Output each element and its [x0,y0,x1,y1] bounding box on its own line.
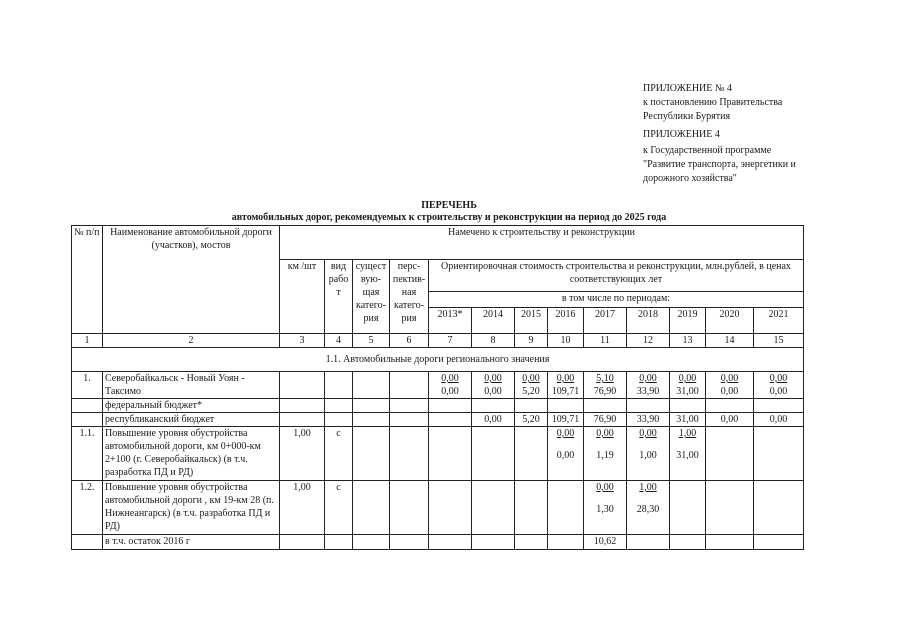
title-sub: автомобильных дорог, рекомендуемых к строительству и реконструкции на период до 2025 года [231,212,667,223]
cost-value: 0,00 [720,373,739,384]
km-value: 1,00 [280,481,325,535]
remainder-value: 10,62 [584,535,627,550]
section-row [72,348,804,372]
cost-value: 0,00 [441,386,459,397]
header-work-type: вид рабо т [325,260,353,334]
cost-cell [429,372,472,399]
header-existing-category: сущест вую- щая катего- рия [353,260,390,334]
cost-value: 1,00 [678,428,697,439]
budget-name: республиканский бюджет [103,413,280,427]
empty-cell [390,372,429,399]
empty-cell [627,399,670,413]
empty-cell [754,481,804,535]
column-number: 9 [515,334,548,348]
cost-value: 0,00 [484,386,502,397]
roads-table [71,225,804,550]
cost-value: 76,90 [584,413,627,427]
empty-cell [754,399,804,413]
empty-cell [670,399,706,413]
cost-value: 0,00 [769,373,788,384]
cost-value: 1,19 [596,450,614,461]
year-header: 2013* [429,308,472,334]
cost-value: 0,00 [472,413,515,427]
column-number: 8 [472,334,515,348]
empty-cell [548,481,584,535]
cost-value: 1,00 [639,482,657,493]
cost-value: 0,00 [678,373,697,384]
year-header: 2014 [472,308,515,334]
cost-value [429,413,472,427]
empty-cell [429,399,472,413]
road-name: Повышение уровня обустройства автомобильной дороги , км 19-км 28 (п. Нижнеангарск) (в т.ч. разработка ПД и РД) [103,481,280,535]
column-number: 2 [103,334,280,348]
column-number: 13 [670,334,706,348]
appendix-1-title: ПРИЛОЖЕНИЕ № 4 [643,83,732,94]
budget-name: федеральный бюджет* [103,399,280,413]
table-row [72,535,804,550]
appendix-2-line: дорожного хозяйства" [643,173,737,184]
empty-cell [548,535,584,550]
table-row [72,427,804,481]
cost-cell [627,481,670,535]
empty-cell [515,481,548,535]
cost-cell [548,372,584,399]
header-cost: Ориентировочная стоимость строительства и реконструкции, млн.рублей, в ценах соответствующих лет [429,260,804,292]
cost-value: 31,00 [676,386,699,397]
empty-cell [706,481,754,535]
empty-cell [280,535,325,550]
empty-cell [706,399,754,413]
empty-cell [472,535,515,550]
empty-cell [353,535,390,550]
appendix-header-2 [643,128,796,186]
column-number: 15 [754,334,804,348]
remainder-name: в т.ч. остаток 2016 г [103,535,280,550]
empty-cell [280,399,325,413]
cost-cell [627,372,670,399]
empty-cell [390,399,429,413]
cost-value: 0,00 [484,373,502,384]
cost-value: 1,30 [596,504,614,515]
empty-cell [325,399,353,413]
year-header: 2018 [627,308,670,334]
appendix-header-1 [643,82,782,124]
cost-value: 76,90 [593,386,617,397]
cost-value: 1,00 [639,450,657,461]
empty-cell [584,399,627,413]
empty-cell [390,535,429,550]
cost-value: 5,10 [596,373,614,384]
work-type: с [325,481,353,535]
cost-cell [670,427,706,481]
empty-cell [72,535,103,550]
row-number: 1.2. [72,481,103,535]
empty-cell [353,481,390,535]
header-periods: в том числе по периодам: [429,292,804,308]
appendix-1-line: к постановлению Правительства [643,97,783,108]
header-perspective-category: перс- пектив- ная катего- рия [390,260,429,334]
empty-cell [353,372,390,399]
title-main: ПЕРЕЧЕНЬ [421,200,477,211]
empty-cell [472,399,515,413]
cost-value: 0,00 [639,428,657,439]
column-number: 10 [548,334,584,348]
empty-cell [429,535,472,550]
road-name: Повышение уровня обустройства автомобильной дороги, км 0+000-км 2+100 (г. Северобайкальск) (в т.ч. разработка ПД и РД) [103,427,280,481]
appendix-2-title: ПРИЛОЖЕНИЕ 4 [643,129,720,140]
column-number: 1 [72,334,103,348]
empty-cell [325,372,353,399]
table-row [72,481,804,535]
empty-cell [706,427,754,481]
empty-cell [754,535,804,550]
cost-value: 28,30 [636,504,660,515]
column-number: 6 [390,334,429,348]
column-number: 7 [429,334,472,348]
cost-value: 31,00 [670,413,706,427]
cost-value: 0,00 [522,373,540,384]
empty-cell [472,481,515,535]
cost-value: 0,00 [720,386,739,397]
km-value: 1,00 [280,427,325,481]
empty-cell [670,535,706,550]
cost-cell [627,427,670,481]
empty-cell [390,413,429,427]
empty-cell [353,427,390,481]
year-header: 2017 [584,308,627,334]
cost-value: 0,00 [596,428,614,439]
table-row [72,399,804,413]
cost-value: 0,00 [556,373,575,384]
column-number: 5 [353,334,390,348]
row-number: 1. [72,372,103,399]
year-header: 2019 [670,308,706,334]
column-number: 11 [584,334,627,348]
column-number: 4 [325,334,353,348]
empty-cell [472,427,515,481]
empty-cell [353,413,390,427]
empty-cell [72,399,103,413]
empty-cell [670,481,706,535]
cost-cell [472,372,515,399]
cost-value: 0,00 [754,413,804,427]
header-num: № п/п [72,226,103,334]
cost-value: 0,00 [556,428,575,439]
year-header: 2020 [706,308,754,334]
appendix-2-line: к Государственной программе [643,145,772,156]
empty-cell [325,535,353,550]
cost-value: 0,00 [769,386,788,397]
cost-cell [584,372,627,399]
empty-cell [429,427,472,481]
empty-cell [390,481,429,535]
cost-value: 0,00 [441,373,459,384]
cost-value: 0,00 [596,482,614,493]
cost-value: 0,00 [639,373,657,384]
empty-cell [706,535,754,550]
cost-value: 33,90 [636,386,660,397]
empty-cell [515,427,548,481]
work-type: с [325,427,353,481]
empty-cell [429,481,472,535]
empty-cell [754,427,804,481]
column-number: 3 [280,334,325,348]
cost-cell [706,372,754,399]
section-title: 1.1. Автомобильные дороги регионального значения [72,348,804,372]
column-number-row [72,334,804,348]
cost-cell [754,372,804,399]
cost-cell [670,372,706,399]
column-number: 14 [706,334,754,348]
cost-value: 33,90 [627,413,670,427]
cost-value: 109,71 [551,386,580,397]
cost-value: 0,00 [706,413,754,427]
empty-cell [515,399,548,413]
appendix-2-line: "Развитие транспорта, энергетики и [643,159,796,170]
cost-value: 0,00 [556,450,575,461]
cost-value: 109,71 [548,413,584,427]
empty-cell [548,399,584,413]
empty-cell [627,535,670,550]
empty-cell [280,372,325,399]
document-title [72,200,826,224]
table-header-row [72,226,804,260]
year-header: 2016 [548,308,584,334]
cost-value: 31,00 [676,450,699,461]
year-header: 2015 [515,308,548,334]
empty-cell [280,413,325,427]
road-name: Северобайкальск - Новый Уоян - Таксимо [103,372,280,399]
row-number: 1.1. [72,427,103,481]
appendix-1-line: Республики Бурятия [643,111,731,122]
header-km: км /шт [280,260,325,334]
cost-cell [584,427,627,481]
cost-value: 5,20 [522,386,540,397]
header-name: Наименование автомобильной дороги (участков), мостов [103,226,280,334]
cost-cell [548,427,584,481]
empty-cell [390,427,429,481]
empty-cell [353,399,390,413]
cost-value: 5,20 [515,413,548,427]
cost-cell [515,372,548,399]
empty-cell [515,535,548,550]
empty-cell [325,413,353,427]
empty-cell [72,413,103,427]
table-row [72,372,804,399]
cost-cell [584,481,627,535]
header-planned: Намечено к строительству и реконструкции [280,226,804,260]
year-header: 2021 [754,308,804,334]
column-number: 12 [627,334,670,348]
table-row [72,413,804,427]
